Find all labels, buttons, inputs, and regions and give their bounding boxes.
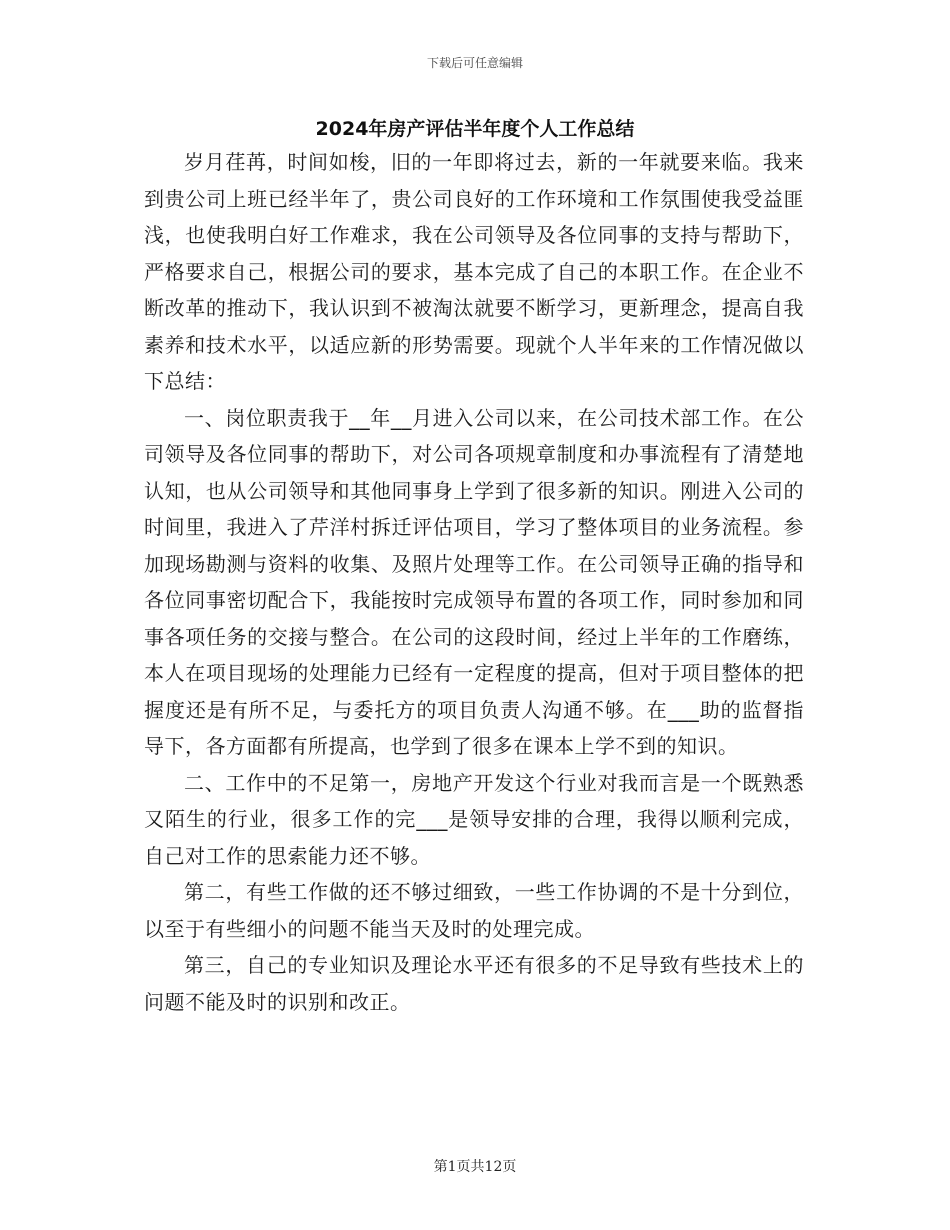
paragraph-shortcomings-3: 第三，自己的专业知识及理论水平还有很多的不足导致有些技术上的问题不能及时的识别和改正。 [144, 953, 804, 1014]
paragraph-intro: 岁月荏苒，时间如梭，旧的一年即将过去，新的一年就要来临。我来到贵公司上班已经半年了，贵公司良好的工作环境和工作氛围使我受益匪浅，也使我明白好工作难求，我在公司领导及各位同事的支持与帮助下，严格要求自己，根据公司的要求，基本完成了自己的本职工作。在企业不断改革的推动下，我认识到不被淘汰就要不断学习，更新理念，提高自我素养和技术水平，以适应新的形势需要。现就个人半年来的工作情况做以下总结： [144, 150, 804, 393]
header-note: 下载后可任意编辑 [426, 56, 523, 70]
document-body [144, 144, 804, 1020]
document-title: 2024年房产评估半年度个人工作总结 [315, 118, 635, 140]
paragraph-shortcomings-1: 二、工作中的不足第一，房地产开发这个行业对我而言是一个既熟悉又陌生的行业，很多工作的完___是领导安排的合理，我得以顺利完成，自己对工作的思索能力还不够。 [144, 770, 804, 868]
paragraph-duties: 一、岗位职责我于__年__月进入公司以来，在公司技术部工作。在公司领导及各位同事的帮助下，对公司各项规章制度和办事流程有了清楚地认知，也从公司领导和其他同事身上学到了很多新的知识。刚进入公司的时间里，我进入了芹洋村拆迁评估项目，学习了整体项目的业务流程。参加现场勘测与资料的收集、及照片处理等工作。在公司领导正确的指导和各位同事密切配合下，我能按时完成领导布置的各项工作，同时参加和同事各项任务的交接与整合。在公司的这段时间，经过上半年的工作磨练，本人在项目现场的处理能力已经有一定程度的提高，但对于项目整体的把握度还是有所不足，与委托方的项目负责人沟通不够。在___助的监督指导下，各方面都有所提高，也学到了很多在课本上学不到的知识。 [144, 405, 804, 758]
page-number: 第1页共12页 [433, 1159, 517, 1175]
paragraph-shortcomings-2: 第二，有些工作做的还不够过细致，一些工作协调的不是十分到位，以至于有些细小的问题不能当天及时的处理完成。 [144, 880, 804, 941]
